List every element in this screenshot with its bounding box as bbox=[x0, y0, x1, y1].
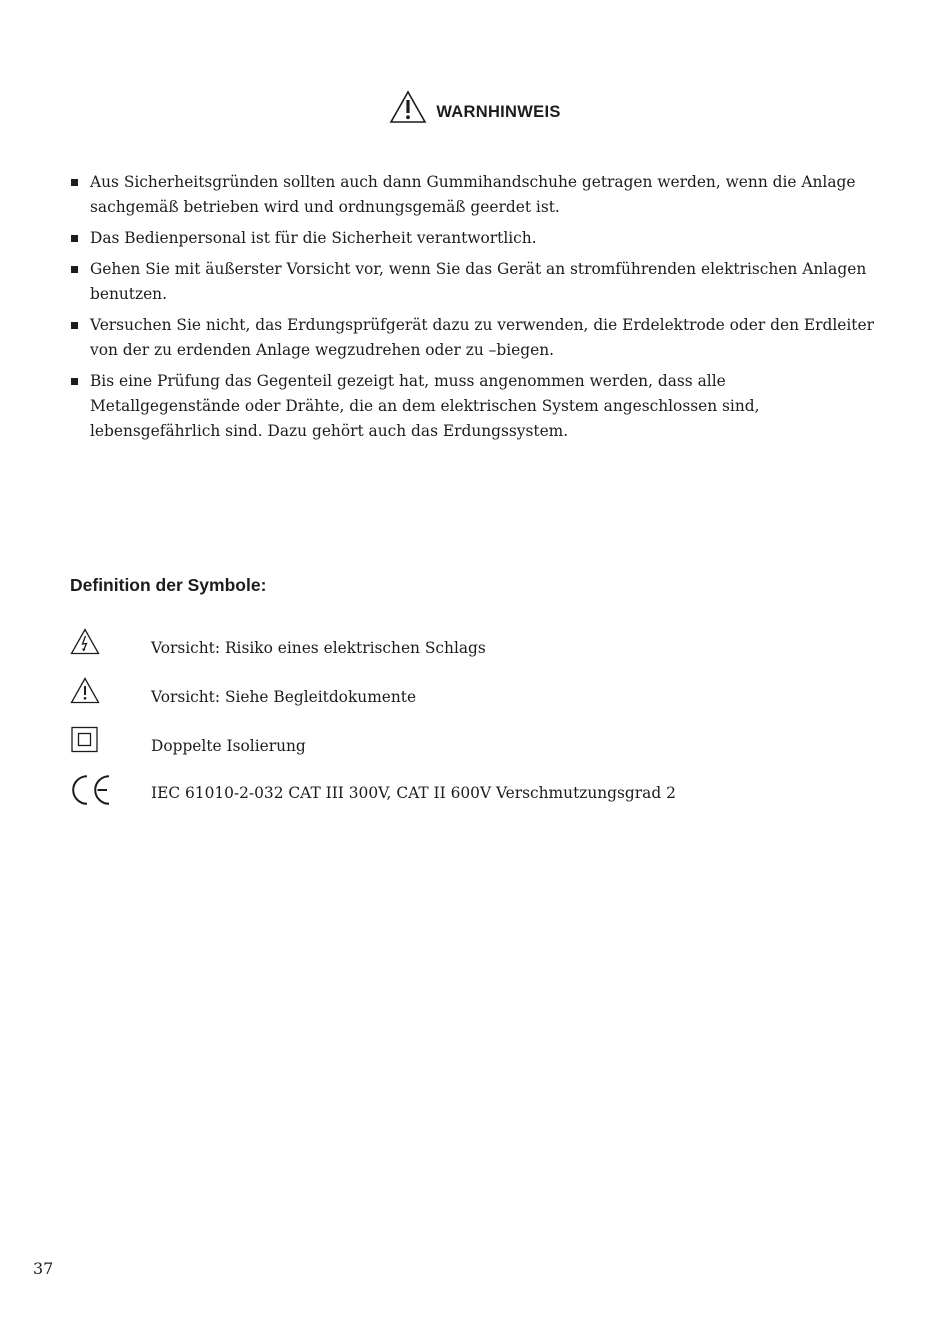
symbol-row-double-insulation bbox=[70, 726, 870, 760]
warning-item bbox=[70, 369, 880, 444]
bullet-icon bbox=[71, 266, 78, 273]
symbol-row-electric-shock bbox=[70, 628, 870, 662]
warning-item bbox=[70, 257, 880, 307]
warning-item-text: Das Bedienpersonal ist für die Sicherheit verantwortlich. bbox=[90, 229, 537, 247]
symbol-description: IEC 61010-2-032 CAT III 300V, CAT II 600V Verschmutzungsgrad 2 bbox=[151, 784, 676, 802]
warning-title: WARNHINWEIS bbox=[436, 103, 561, 121]
warning-item bbox=[70, 313, 880, 363]
symbol-row-ce bbox=[70, 773, 870, 807]
symbols-heading: Definition der Symbole: bbox=[70, 575, 267, 595]
bullet-icon bbox=[71, 322, 78, 329]
symbol-description: Vorsicht: Siehe Begleitdokumente bbox=[151, 688, 417, 706]
symbol-row-caution bbox=[70, 677, 870, 711]
warning-item-text: Gehen Sie mit äußerster Vorsicht vor, wenn Sie das Gerät an stromführenden elektrischen Anlagen benutzen. bbox=[90, 260, 867, 303]
bullet-icon bbox=[71, 179, 78, 186]
page-number: 37 bbox=[33, 1259, 54, 1278]
warning-header bbox=[0, 90, 950, 124]
ce-mark-icon bbox=[70, 773, 114, 807]
double-insulation-icon bbox=[70, 726, 114, 760]
electric-shock-warning-icon bbox=[70, 628, 114, 662]
warning-item-text: Bis eine Prüfung das Gegenteil gezeigt hat, muss angenommen werden, dass alle Metallgegenstände oder Drähte, die an dem elektrischen System angeschlossen sind, lebensgefährlich sind. Dazu gehört auch das Erdungssystem. bbox=[90, 372, 760, 440]
warning-item-text: Versuchen Sie nicht, das Erdungsprüfgerät dazu zu verwenden, die Erdelektrode oder den Erdleiter von der zu erdenden Anlage wegzudrehen oder zu –biegen. bbox=[90, 316, 874, 359]
bullet-icon bbox=[71, 378, 78, 385]
caution-triangle-icon bbox=[70, 677, 114, 711]
warning-item bbox=[70, 170, 880, 220]
warning-triangle-icon bbox=[389, 90, 427, 124]
symbol-description: Doppelte Isolierung bbox=[151, 737, 306, 755]
bullet-icon bbox=[71, 235, 78, 242]
warning-item-text: Aus Sicherheitsgründen sollten auch dann Gummihandschuhe getragen werden, wenn die Anlage sachgemäß betrieben wird und ordnungsgemäß geerdet ist. bbox=[90, 173, 856, 216]
symbol-description: Vorsicht: Risiko eines elektrischen Schlags bbox=[151, 639, 486, 657]
warning-item bbox=[70, 226, 880, 251]
warning-list bbox=[70, 170, 880, 450]
